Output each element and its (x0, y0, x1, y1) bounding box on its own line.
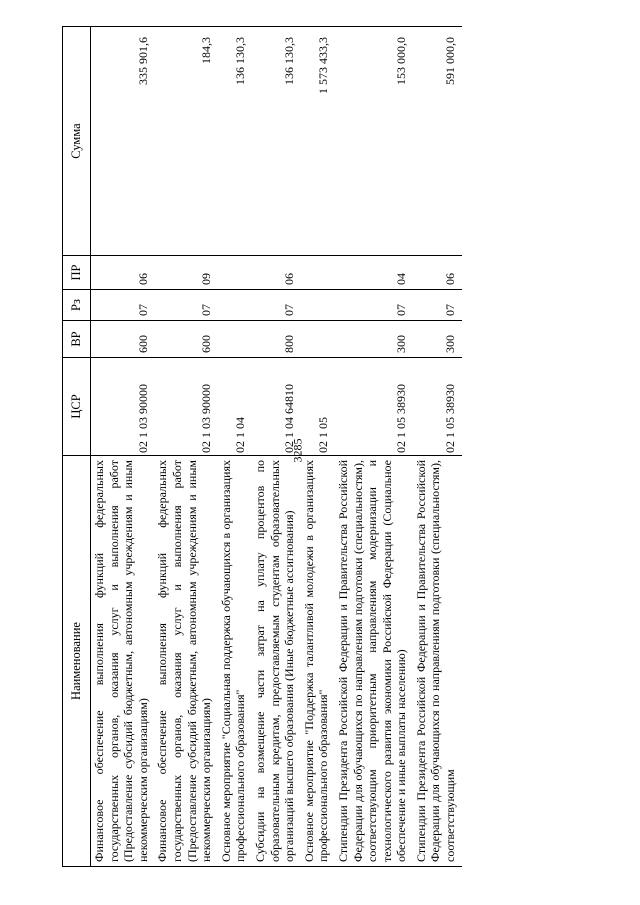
budget-table (62, 26, 462, 867)
header-csr: ЦСР (63, 358, 91, 456)
header-name: Наименование (63, 456, 91, 867)
table-row (91, 27, 155, 867)
row-rz: 07 (413, 290, 462, 321)
row-vr: 800 (252, 321, 301, 358)
row-sum: 591 000,0 (413, 27, 462, 256)
row-name: Основное мероприятие "Поддержка талантливой молодежи в организациях профессионального образования" (301, 456, 335, 867)
row-csr: 02 1 05 (301, 358, 335, 456)
row-csr: 02 1 03 90000 (91, 358, 155, 456)
header-rz: Рз (63, 290, 91, 321)
header-sum: Сумма (63, 27, 91, 256)
row-sum: 335 901,6 (91, 27, 155, 256)
header-pr: ПР (63, 256, 91, 290)
row-name: Финансовое обеспечение выполнения функций федеральных государственных органов, оказания услуг и выполнения работ (Предоставление субсидий бюджетным, автономным учреждениям и иным некоммерческим организациям) (91, 456, 155, 867)
table-row (154, 27, 217, 867)
row-name: Финансовое обеспечение выполнения функций федеральных государственных органов, оказания услуг и выполнения работ (Предоставление субсидий бюджетным, автономным учреждениям и иным некоммерческим организациям) (154, 456, 217, 867)
row-sum: 1 573 433,3 (301, 27, 335, 256)
row-csr: 02 1 05 38930 (335, 358, 413, 456)
row-pr: 06 (252, 256, 301, 290)
table-row (252, 27, 301, 867)
row-name: Субсидии на возмещение части затрат на уплату процентов по образовательным кредитам, предоставляемым студентам образовательных организаций высшего образования (Иные бюджетные ассигнования) (252, 456, 301, 867)
rotated-page (62, 27, 607, 867)
row-name: Основное мероприятие "Социальная поддержка обучающихся в организациях профессионального образования" (218, 456, 252, 867)
row-csr: 02 1 04 (218, 358, 252, 456)
row-csr: 02 1 04 64810 (252, 358, 301, 456)
row-rz (218, 290, 252, 321)
row-vr: 300 (335, 321, 413, 358)
row-pr: 04 (335, 256, 413, 290)
row-rz (301, 290, 335, 321)
row-sum: 136 130,3 (252, 27, 301, 256)
table-row (218, 27, 252, 867)
row-rz: 07 (154, 290, 217, 321)
row-rz: 07 (91, 290, 155, 321)
row-pr (301, 256, 335, 290)
row-sum: 136 130,3 (218, 27, 252, 256)
row-pr: 09 (154, 256, 217, 290)
header-vr: ВР (63, 321, 91, 358)
page-number: 3285 (290, 438, 305, 463)
row-csr: 02 1 03 90000 (154, 358, 217, 456)
row-vr (218, 321, 252, 358)
table-row (301, 27, 335, 867)
row-name: Стипендии Президента Российской Федерации и Правительства Российской Федерации для обучающихся по направлениям подготовки (специальностям), соответствующим приоритетным направлениям модернизации и технологического развития экономики Российской Федерации (Социальное обеспечение и иные выплаты населению) (335, 456, 413, 867)
table-row (335, 27, 413, 867)
row-vr: 600 (91, 321, 155, 358)
row-name: Стипендии Президента Российской Федерации и Правительства Российской Федерации для обучающихся по направлениям подготовки (специальностям), соответствующим (413, 456, 462, 867)
row-vr: 300 (413, 321, 462, 358)
row-vr: 600 (154, 321, 217, 358)
row-sum: 184,3 (154, 27, 217, 256)
row-csr: 02 1 05 38930 (413, 358, 462, 456)
table-header-row (63, 27, 91, 867)
row-rz: 07 (252, 290, 301, 321)
row-pr: 06 (413, 256, 462, 290)
table-row (413, 27, 462, 867)
row-pr: 06 (91, 256, 155, 290)
row-rz: 07 (335, 290, 413, 321)
row-vr (301, 321, 335, 358)
row-sum: 153 000,0 (335, 27, 413, 256)
row-pr (218, 256, 252, 290)
